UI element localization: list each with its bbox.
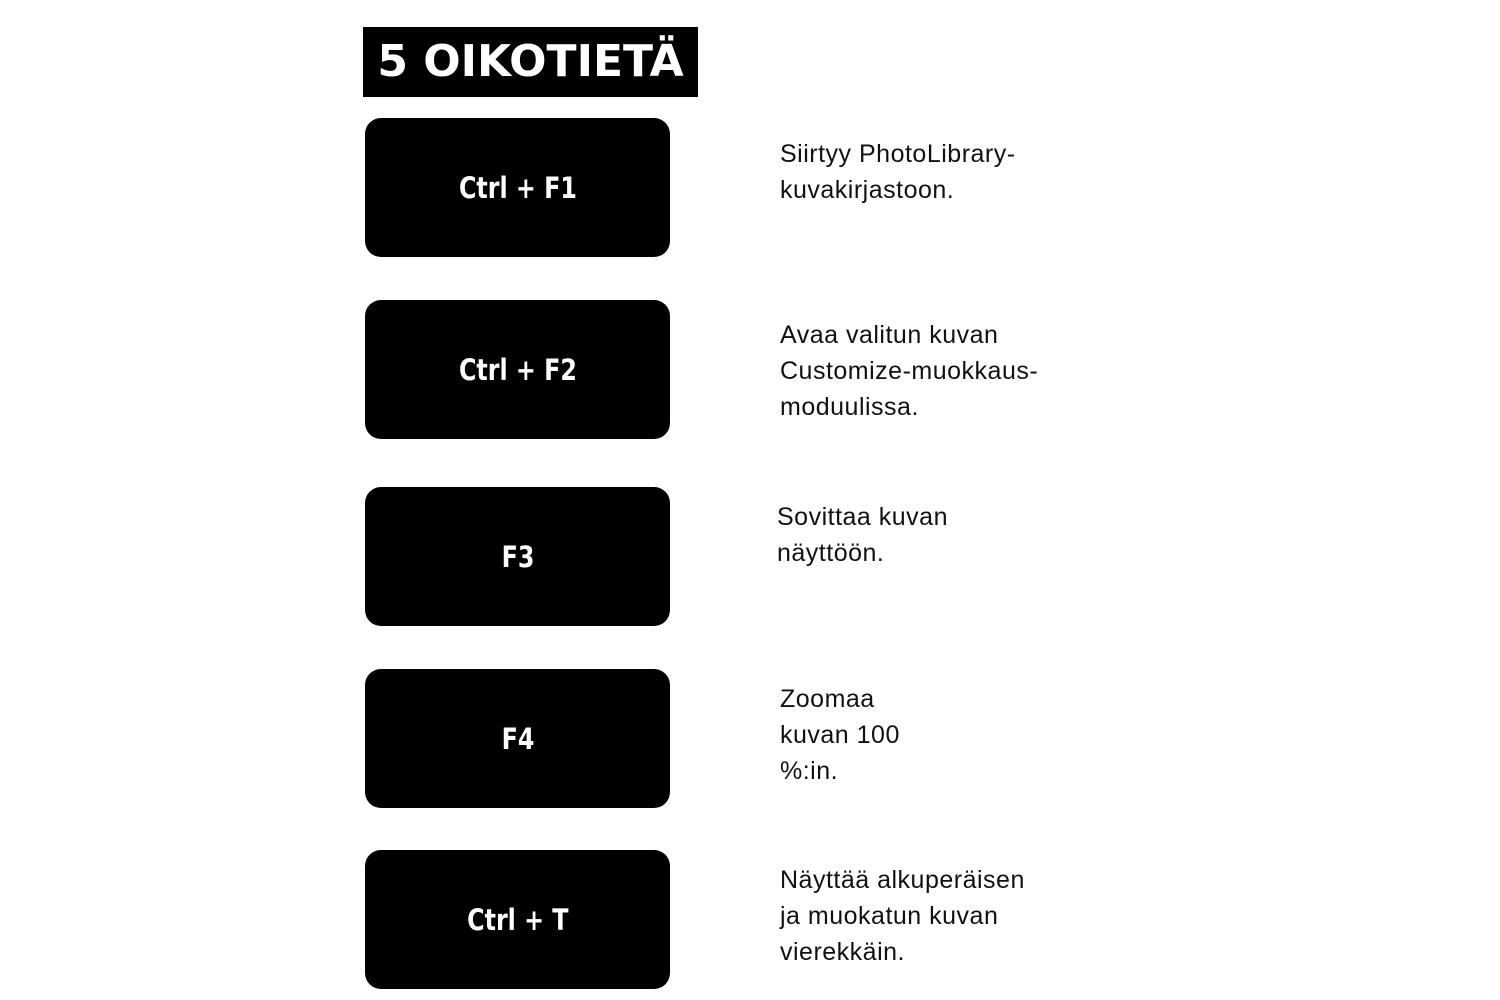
shortcut-key-label: F3 bbox=[501, 539, 534, 574]
shortcut-key-ctrl-f1 bbox=[365, 118, 670, 257]
shortcut-key-label: F4 bbox=[501, 721, 534, 756]
shortcut-description: Siirtyy PhotoLibrary- kuvakirjastoon. bbox=[780, 140, 1016, 204]
shortcut-key-f4 bbox=[365, 669, 670, 808]
shortcut-description: Zoomaa kuvan 100 %:in. bbox=[780, 685, 900, 785]
shortcut-key-ctrl-t bbox=[365, 850, 670, 989]
shortcut-description: Näyttää alkuperäisen ja muokatun kuvan vierekkäin. bbox=[780, 866, 1025, 966]
shortcut-description: Avaa valitun kuvan Customize-muokkaus- moduulissa. bbox=[780, 321, 1039, 421]
shortcut-description: Sovittaa kuvan näyttöön. bbox=[777, 503, 948, 567]
page-title: 5 OIKOTIETÄ bbox=[363, 27, 698, 97]
shortcut-key-label: Ctrl + T bbox=[466, 902, 569, 937]
shortcut-key-f3 bbox=[365, 487, 670, 626]
shortcut-key-label: Ctrl + F1 bbox=[458, 170, 577, 205]
shortcut-key-ctrl-f2 bbox=[365, 300, 670, 439]
shortcut-key-label: Ctrl + F2 bbox=[458, 352, 577, 387]
